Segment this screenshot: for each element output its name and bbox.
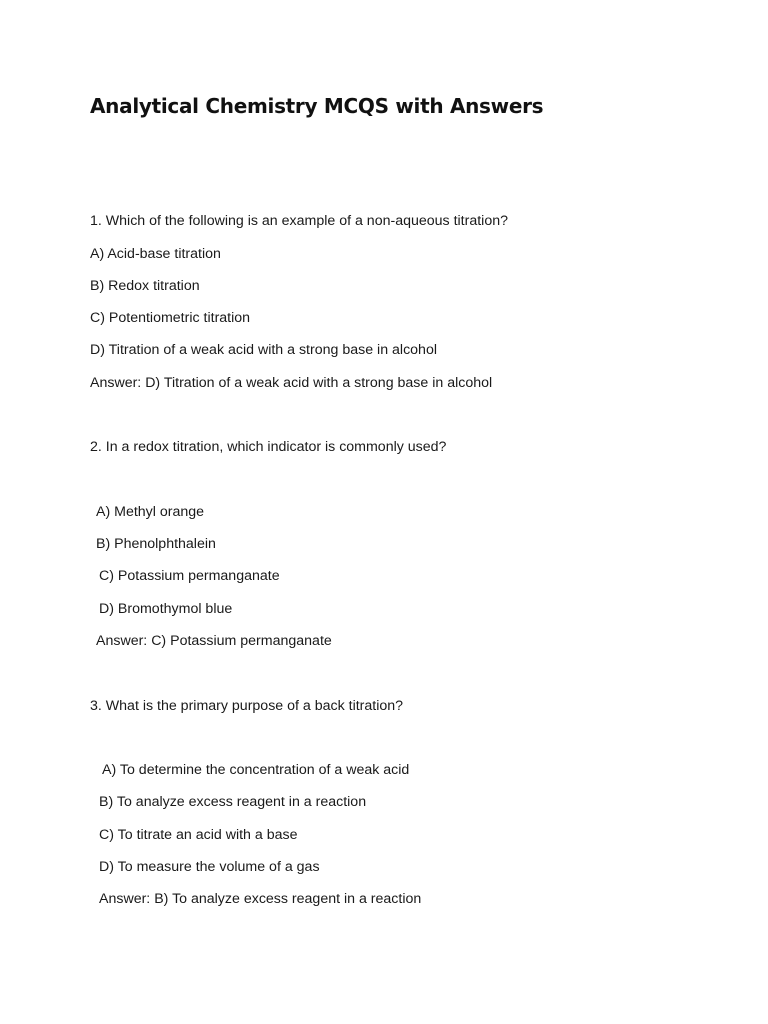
question-1-option-a: A) Acid-base titration [90, 246, 221, 262]
question-3-option-b: B) To analyze excess reagent in a reaction [99, 794, 367, 810]
question-2-option-a: A) Methyl orange [96, 504, 205, 520]
question-2-option-b: B) Phenolphthalein [96, 536, 216, 552]
question-3-option-d: D) To measure the volume of a gas [99, 859, 320, 875]
question-2-answer: Answer: C) Potassium permanganate [96, 633, 332, 649]
question-3-text: 3. What is the primary purpose of a back titration? [90, 698, 404, 714]
document-title: Analytical Chemistry MCQS with Answers [90, 94, 544, 118]
question-1-option-b: B) Redox titration [90, 278, 200, 294]
question-2-text: 2. In a redox titration, which indicator is commonly used? [90, 439, 447, 455]
question-3-option-c: C) To titrate an acid with a base [99, 827, 298, 843]
question-2-option-d: D) Bromothymol blue [99, 601, 233, 617]
question-1-option-d: D) Titration of a weak acid with a strong base in alcohol [90, 342, 437, 358]
question-1-text: 1. Which of the following is an example of a non-aqueous titration? [90, 213, 508, 229]
question-2-option-c: C) Potassium permanganate [99, 568, 280, 584]
question-1-answer: Answer: D) Titration of a weak acid with a strong base in alcohol [90, 375, 493, 391]
question-1-option-c: C) Potentiometric titration [90, 310, 251, 326]
question-3-option-a: A) To determine the concentration of a weak acid [102, 762, 410, 778]
question-3-answer: Answer: B) To analyze excess reagent in a reaction [99, 891, 422, 907]
